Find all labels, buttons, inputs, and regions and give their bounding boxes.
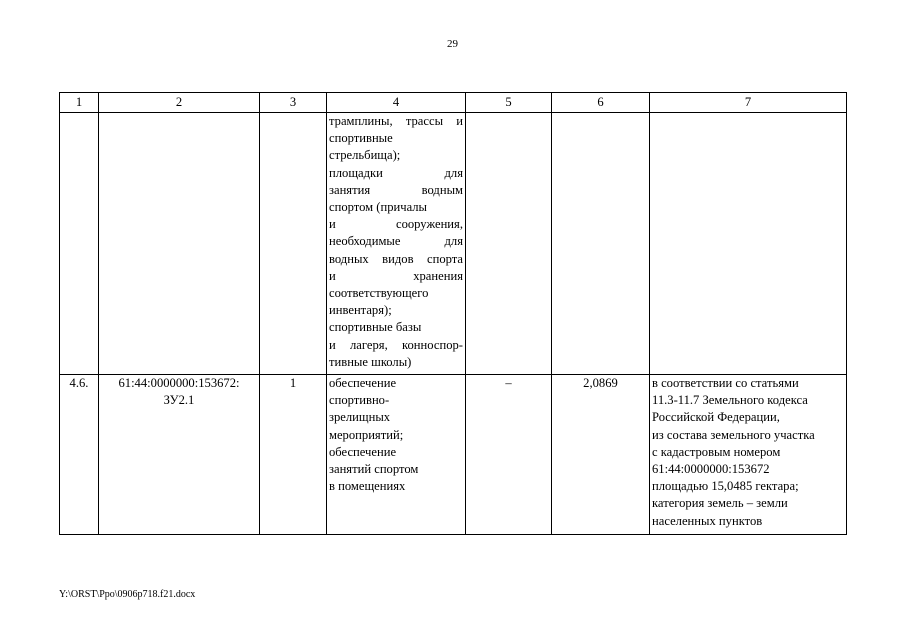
cell-continued-col5	[466, 113, 552, 375]
cadastral-line: 61:44:0000000:153672:	[118, 376, 240, 390]
notes-line: 11.3-11.7 Земельного кодекса	[652, 393, 808, 408]
purpose-line: тивные школы)	[329, 354, 412, 369]
purpose-line: в помещениях	[329, 479, 406, 494]
page-number: 29	[447, 38, 458, 50]
purpose-line: стрельбища);	[329, 148, 401, 163]
purpose-line: трамплины, трассы и	[329, 114, 463, 128]
purpose-line: площадки для	[329, 165, 463, 180]
footer-file-path: Y:\ORST\Ppo\0906p718.f21.docx	[59, 589, 196, 600]
purpose-line: и хранения	[329, 268, 463, 283]
cell-area: 2,0869	[552, 375, 650, 535]
purpose-line: обеспечение	[329, 444, 397, 459]
purpose-line: занятия водным	[329, 182, 463, 197]
notes-line: 61:44:0000000:153672	[652, 462, 770, 477]
table-row-continued	[60, 113, 847, 375]
purpose-line: мероприятий;	[329, 427, 404, 442]
header-col-1: 1	[60, 93, 99, 113]
notes-line: Российской Федерации,	[652, 410, 780, 425]
header-row	[60, 93, 847, 113]
purpose-line: обеспечение	[329, 376, 397, 390]
cell-continued-col7	[650, 113, 847, 375]
notes-line: в соответствии со статьями	[652, 376, 799, 390]
header-col-3: 3	[260, 93, 327, 113]
land-plot-table	[59, 92, 847, 535]
purpose-line: и лагеря, конноспор-	[329, 337, 463, 352]
cell-notes	[650, 375, 847, 535]
cell-row-number: 4.6.	[60, 375, 99, 535]
purpose-line: спортивные	[329, 131, 393, 146]
notes-line: категория земель – земли	[652, 496, 788, 511]
cell-purpose	[327, 375, 466, 535]
cell-count: 1	[260, 375, 327, 535]
header-col-2: 2	[99, 93, 260, 113]
notes-line: с кадастровым номером	[652, 444, 781, 459]
cell-continued-col2	[99, 113, 260, 375]
cell-continued-col1	[60, 113, 99, 375]
header-col-5: 5	[466, 93, 552, 113]
cell-continued-purpose	[327, 113, 466, 375]
purpose-line: спортом (причалы	[329, 200, 428, 215]
notes-line: населенных пунктов	[652, 513, 763, 528]
header-col-6: 6	[552, 93, 650, 113]
purpose-line: спортивные базы	[329, 320, 422, 335]
purpose-line: соответствующего	[329, 286, 429, 301]
purpose-line: занятий спортом	[329, 462, 419, 477]
purpose-line: инвентаря);	[329, 303, 392, 318]
purpose-line: необходимые для	[329, 234, 463, 249]
header-col-4: 4	[327, 93, 466, 113]
cadastral-line: ЗУ2.1	[163, 393, 195, 408]
purpose-line: зрелищных	[329, 410, 391, 425]
purpose-line: спортивно-	[329, 393, 390, 408]
header-col-7: 7	[650, 93, 847, 113]
notes-line: из состава земельного участка	[652, 427, 815, 442]
table-row-4-6	[60, 375, 847, 535]
cell-cadastral-number	[99, 375, 260, 535]
notes-line: площадью 15,0485 гектара;	[652, 479, 799, 494]
cell-col5-dash: –	[466, 375, 552, 535]
purpose-line: и сооружения,	[329, 217, 463, 232]
cell-continued-col3	[260, 113, 327, 375]
cell-continued-col6	[552, 113, 650, 375]
purpose-line: водных видов спорта	[329, 251, 463, 266]
